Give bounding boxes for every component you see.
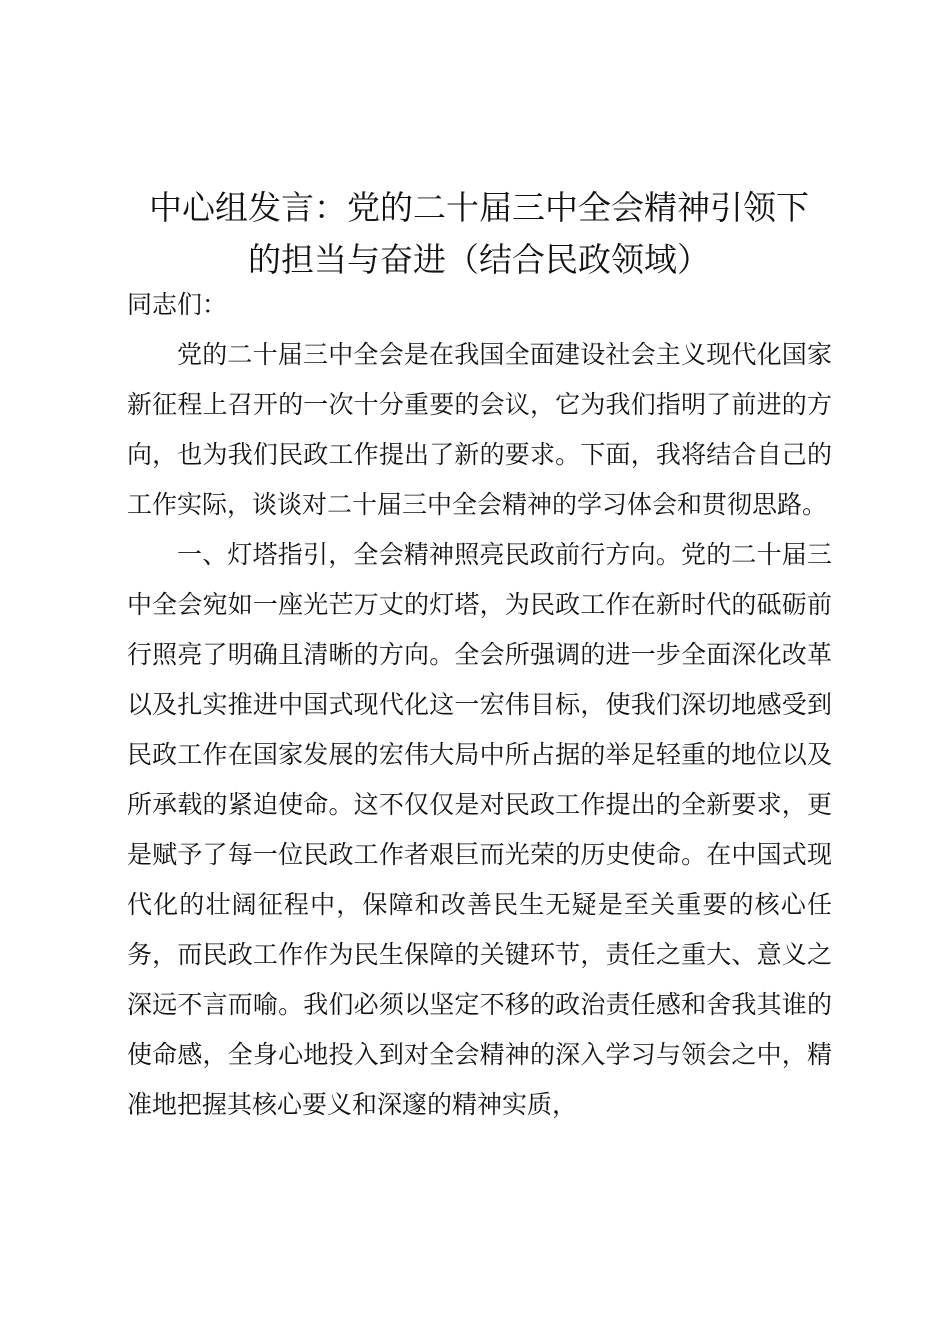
salutation: 同志们：	[127, 290, 228, 319]
paragraph-section-1: 一、灯塔指引，全会精神照亮民政前行方向。党的二十届三中全会宛如一座光芒万丈的灯塔，为民政工作在新时代的砥砺前行照亮了明确且清晰的方向。全会所强调的进一步全面深化改革以及扎实推进中国式现代化这一宏伟目标，使我们深切地感受到民政工作在国家发展的宏伟大局中所占据的举足轻重的地位以及所承载的紧迫使命。这不仅仅是对民政工作提出的全新要求，更是赋予了每一位民政工作者艰巨而光荣的历史使命。在中国式现代化的壮阔征程中，保障和改善民生无疑是至关重要的核心任务，而民政工作作为民生保障的关键环节，责任之重大、意义之深远不言而喻。我们必须以坚定不移的政治责任感和舍我其谁的使命感，全身心地投入到对全会精神的深入学习与领会之中，精准地把握其核心要义和深邃的精神实质，	[127, 540, 832, 1119]
document-body	[127, 280, 832, 1130]
title-line-1: 中心组发言：党的二十届三中全会精神引领下	[149, 188, 809, 227]
paragraph-intro: 党的二十届三中全会是在我国全面建设社会主义现代化国家新征程上召开的一次十分重要的会议，它为我们指明了前进的方向，也为我们民政工作提出了新的要求。下面，我将结合自己的工作实际，谈谈对二十届三中全会精神的学习体会和贯彻思路。	[127, 340, 832, 519]
title-line-2: 的担当与奋进（结合民政领域）	[248, 240, 710, 279]
document-title	[120, 182, 838, 286]
